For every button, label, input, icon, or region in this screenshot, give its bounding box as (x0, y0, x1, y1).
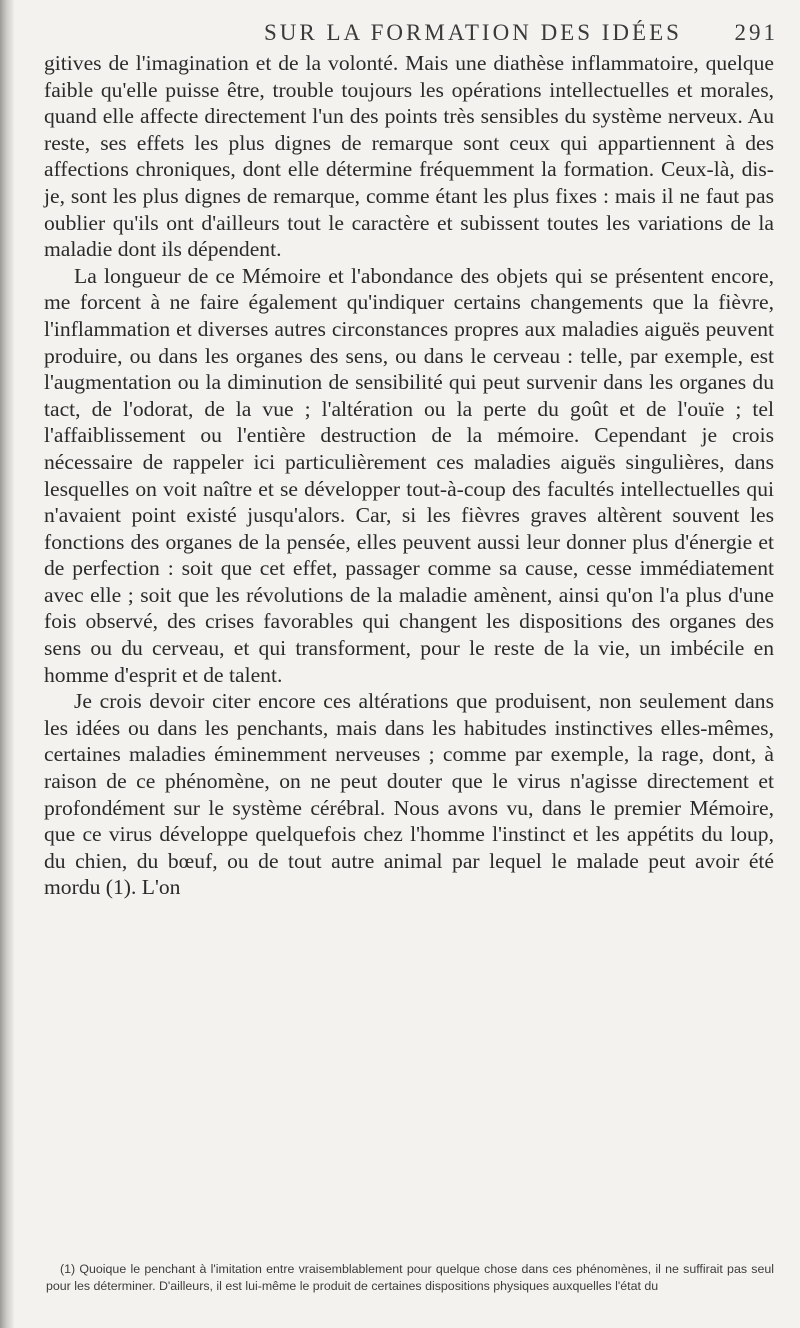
paragraph-2: La longueur de ce Mémoire et l'abondance des objets qui se présentent encore, me forcent à ne faire également qu'indiquer certains changements que la fièvre, l'inflammation et diverses autres circonstances propres aux maladies aiguës peuvent produire, ou dans les organes des sens, ou dans le cerveau : telle, par exemple, est l'augmentation ou la diminution de sensibilité qui peut survenir dans les organes du tact, de l'odorat, de la vue ; l'altération ou la perte du goût et de l'ouïe ; tel l'affaiblissement ou l'entière destruction de la mémoire. Cependant je crois nécessaire de rappeler ici particulièrement ces maladies aiguës singulières, dans lesquelles on voit naître et se développer tout-à-coup des facultés intellectuelles qui n'avaient point existé jusqu'alors. Car, si les fièvres graves altèrent souvent les fonctions des organes de la pensée, elles peuvent aussi leur donner plus d'énergie et de perfection : soit que cet effet, passager comme sa cause, cesse immédiatement avec elle ; soit que les révolutions de la maladie amènent, ainsi qu'on l'a plus d'une fois observé, des crises favorables qui changent les dispositions des organes des sens ou du cerveau, et qui transforment, pour le reste de la vie, un imbécile en homme d'esprit et de talent. (44, 263, 774, 687)
page-number: 291 (734, 20, 778, 45)
body-text (44, 50, 774, 901)
page-binding-edge (0, 0, 14, 1328)
page-header (56, 14, 778, 48)
running-title: SUR LA FORMATION DES IDÉES (264, 20, 682, 45)
footnote (46, 1261, 774, 1295)
paragraph-1: gitives de l'imagination et de la volonté. Mais une diathèse inflammatoire, quelque faible qu'elle puisse être, trouble toujours les opérations intellectuelles et morales, quand elle affecte directement l'un des points très sensibles du système nerveux. Au reste, ses effets les plus dignes de remarque sont ceux qui appartiennent à des affections chroniques, dont elle détermine fréquemment la formation. Ceux-là, dis-je, sont les plus dignes de remarque, comme étant les plus fixes : mais il ne faut pas oublier qu'ils ont d'ailleurs tout le caractère et subissent toutes les variations de la maladie dont ils dépendent. (44, 51, 774, 262)
footnote-text: (1) Quoique le penchant à l'imitation entre vraisemblablement pour quelque chose dans ces phénomènes, il ne suffirait pas seul pour les déterminer. D'ailleurs, il est lui-même le produit de certaines dispositions physiques auxquelles l'état du (46, 1262, 774, 1293)
paragraph-3: Je crois devoir citer encore ces altérations que produisent, non seulement dans les idées ou dans les penchants, mais dans les habitudes instinctives elles-mêmes, certaines maladies éminemment nerveuses ; comme par exemple, la rage, dont, à raison de ce phénomène, on ne peut douter que le virus n'agisse directement et profondément sur le système cérébral. Nous avons vu, dans le premier Mémoire, que ce virus développe quelquefois chez l'homme l'instinct et les appétits du loup, du chien, du bœuf, ou de tout autre animal par lequel le malade peut avoir été mordu (1). L'on (44, 689, 774, 900)
